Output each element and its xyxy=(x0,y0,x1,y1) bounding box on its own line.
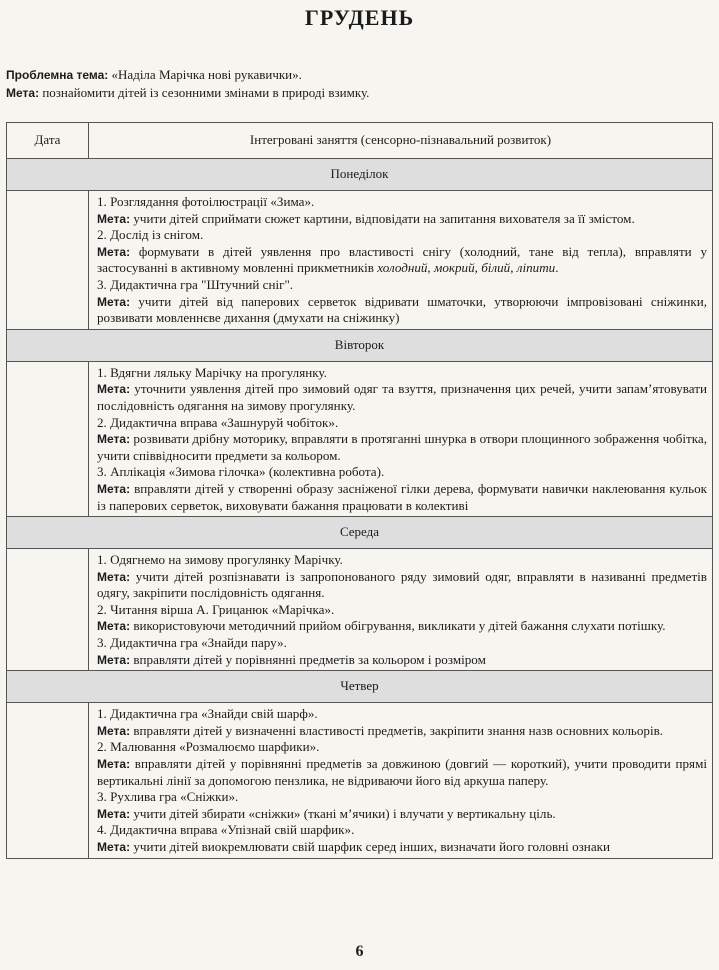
table-header-row xyxy=(7,123,713,159)
activity-title: 3. Дидактична гра «Знайди пару». xyxy=(97,635,287,651)
problem-topic-label: Проблемна тема: xyxy=(6,68,109,82)
goal-text: формувати в дітей уявлення про властивості снігу (холодний, тане від тепла), вправляти у застосуванні в активному мовленні прикметників xyxy=(97,243,707,276)
goal-label: Мета: xyxy=(97,244,131,259)
goal-text: учити дітей сприймати сюжет картини, відповідати на запитання вихователя за її змістом. xyxy=(133,210,635,226)
goal-text: використовуючи методичний прийом обігрування, викликати у дітей бажання слухати потішку. xyxy=(133,618,666,634)
activity-goal xyxy=(97,806,707,823)
goal-text-end: . xyxy=(555,260,559,276)
activity-title: 3. Аплікація «Зимова гілочка» (колективна робота). xyxy=(97,464,385,480)
weekly-plan-table xyxy=(6,122,713,859)
activity-goal xyxy=(97,381,707,414)
date-cell xyxy=(7,549,89,671)
activity-title: 2. Малювання «Розмалюємо шарфики». xyxy=(97,739,320,755)
activity-goal xyxy=(97,756,707,789)
goal-text: розвивати дрібну моторику, вправляти в протяганні шнурка в отвори площинного зображення чобітка, учити співвідносити предмети за кольором. xyxy=(97,431,707,463)
day-name: Вівторок xyxy=(7,329,713,361)
day-name: Четвер xyxy=(7,671,713,703)
goal-label: Мета: xyxy=(97,723,131,738)
goal-label: Мета: xyxy=(97,211,131,226)
activities-cell xyxy=(89,191,713,330)
main-goal-value: познайомити дітей із сезонними змінами в природі взимку. xyxy=(42,85,370,100)
activity-goal xyxy=(97,481,707,514)
activity-title: 1. Вдягни ляльку Марічку на прогулянку. xyxy=(97,364,327,380)
goal-text: учити дітей розпізнавати із запропонованого ряду зимовий одяг, вправляти в називанні предметів одягу, закріпити послідовність одягання. xyxy=(97,568,707,601)
day-content-row xyxy=(7,703,713,858)
problem-topic-line xyxy=(6,66,712,84)
day-name: Середа xyxy=(7,517,713,549)
activity-title: 3. Дидактична гра "Штучний сніг". xyxy=(97,276,294,292)
activity-title: 2. Читання вірша А. Грицанюк «Марічка». xyxy=(97,601,335,617)
goal-text: учити дітей виокремлювати свій шарфик серед інших, визначати його головні ознаки xyxy=(133,839,610,854)
activity-title: 1. Одягнемо на зимову прогулянку Марічку. xyxy=(97,552,343,568)
day-content-row xyxy=(7,191,713,330)
activity-goal xyxy=(97,839,707,856)
main-goal-label: Мета: xyxy=(6,86,40,100)
date-cell xyxy=(7,361,89,516)
day-content-row xyxy=(7,549,713,671)
goal-label: Мета: xyxy=(97,569,131,584)
goal-label: Мета: xyxy=(97,757,131,772)
activity-goal xyxy=(97,569,707,602)
activity-goal xyxy=(97,431,707,464)
intro-block xyxy=(6,66,712,102)
goal-text: вправляти дітей у порівнянні предметів за довжиною (довгий — короткий), учити проводити прямі вертикальні лінії за допомогою пензлика, не відриваючи його від аркуша паперу. xyxy=(97,756,707,788)
goal-text: вправляти дітей у визначенні властивості предметів, закріпити знання назв основних кольорів. xyxy=(133,722,664,738)
day-name: Понеділок xyxy=(7,159,713,191)
goal-label: Мета: xyxy=(97,481,131,496)
header-date: Дата xyxy=(7,123,89,159)
header-activities: Інтегровані заняття (сенсорно-пізнавальний розвиток) xyxy=(89,123,713,159)
goal-text-italic: холодний, мокрий, білий, ліпити xyxy=(377,260,556,276)
goal-label: Мета: xyxy=(97,619,131,634)
main-goal-line xyxy=(6,84,712,102)
goal-label: Мета: xyxy=(97,806,131,821)
activities-cell xyxy=(89,703,713,858)
goal-label: Мета: xyxy=(97,840,131,854)
table-body xyxy=(7,159,713,859)
activity-title: 2. Дослід із снігом. xyxy=(97,227,204,243)
activity-goal xyxy=(97,723,707,740)
activity-title: 2. Дидактична вправа «Зашнуруй чобіток». xyxy=(97,414,339,430)
activity-goal xyxy=(97,211,707,228)
day-header-row xyxy=(7,329,713,361)
activity-goal xyxy=(97,244,707,277)
activity-goal xyxy=(97,618,707,635)
day-header-row xyxy=(7,517,713,549)
date-cell xyxy=(7,191,89,330)
goal-label: Мета: xyxy=(97,652,131,667)
page-title: ГРУДЕНЬ xyxy=(304,5,415,30)
goal-text: учити дітей від паперових серветок відривати шматочки, утворюючи імпровізовані сніжинки, розвивати мовленнєве дихання (дмухати на сніжинку) xyxy=(97,293,707,326)
goal-label: Мета: xyxy=(97,432,131,447)
activity-title: 4. Дидактична вправа «Упізнай свій шарфик». xyxy=(97,822,355,838)
goal-text: вправляти дітей у порівнянні предметів за кольором і розміром xyxy=(133,651,486,667)
activity-title: 1. Розглядання фотоілюстрації «Зима». xyxy=(97,194,315,209)
activities-cell xyxy=(89,361,713,516)
activity-goal xyxy=(97,652,707,669)
goal-text: вправляти дітей у створенні образу засніженої гілки дерева, формувати навички наклеювання кульок із паперових серветок, виховувати бажання працювати в колективі xyxy=(97,480,707,513)
goal-text: учити дітей збирати «сніжки» (ткані м’ячики) і влучати у вертикальну ціль. xyxy=(133,805,556,821)
day-header-row xyxy=(7,159,713,191)
activities-cell xyxy=(89,549,713,671)
date-cell xyxy=(7,703,89,858)
activity-title: 3. Рухлива гра «Сніжки». xyxy=(97,789,239,805)
problem-topic-value: «Наділа Марічка нові рукавички». xyxy=(111,67,302,82)
goal-label: Мета: xyxy=(97,382,131,397)
activity-goal xyxy=(97,294,707,327)
goal-label: Мета: xyxy=(97,294,131,309)
day-content-row xyxy=(7,361,713,516)
day-header-row xyxy=(7,671,713,703)
activity-title: 1. Дидактична гра «Знайди свій шарф». xyxy=(97,706,318,722)
goal-text: уточнити уявлення дітей про зимовий одяг та взуття, призначення цих речей, учити запам’ятовувати послідовність одягання на зимову прогулянку. xyxy=(97,381,707,413)
page-number: 6 xyxy=(355,943,364,960)
